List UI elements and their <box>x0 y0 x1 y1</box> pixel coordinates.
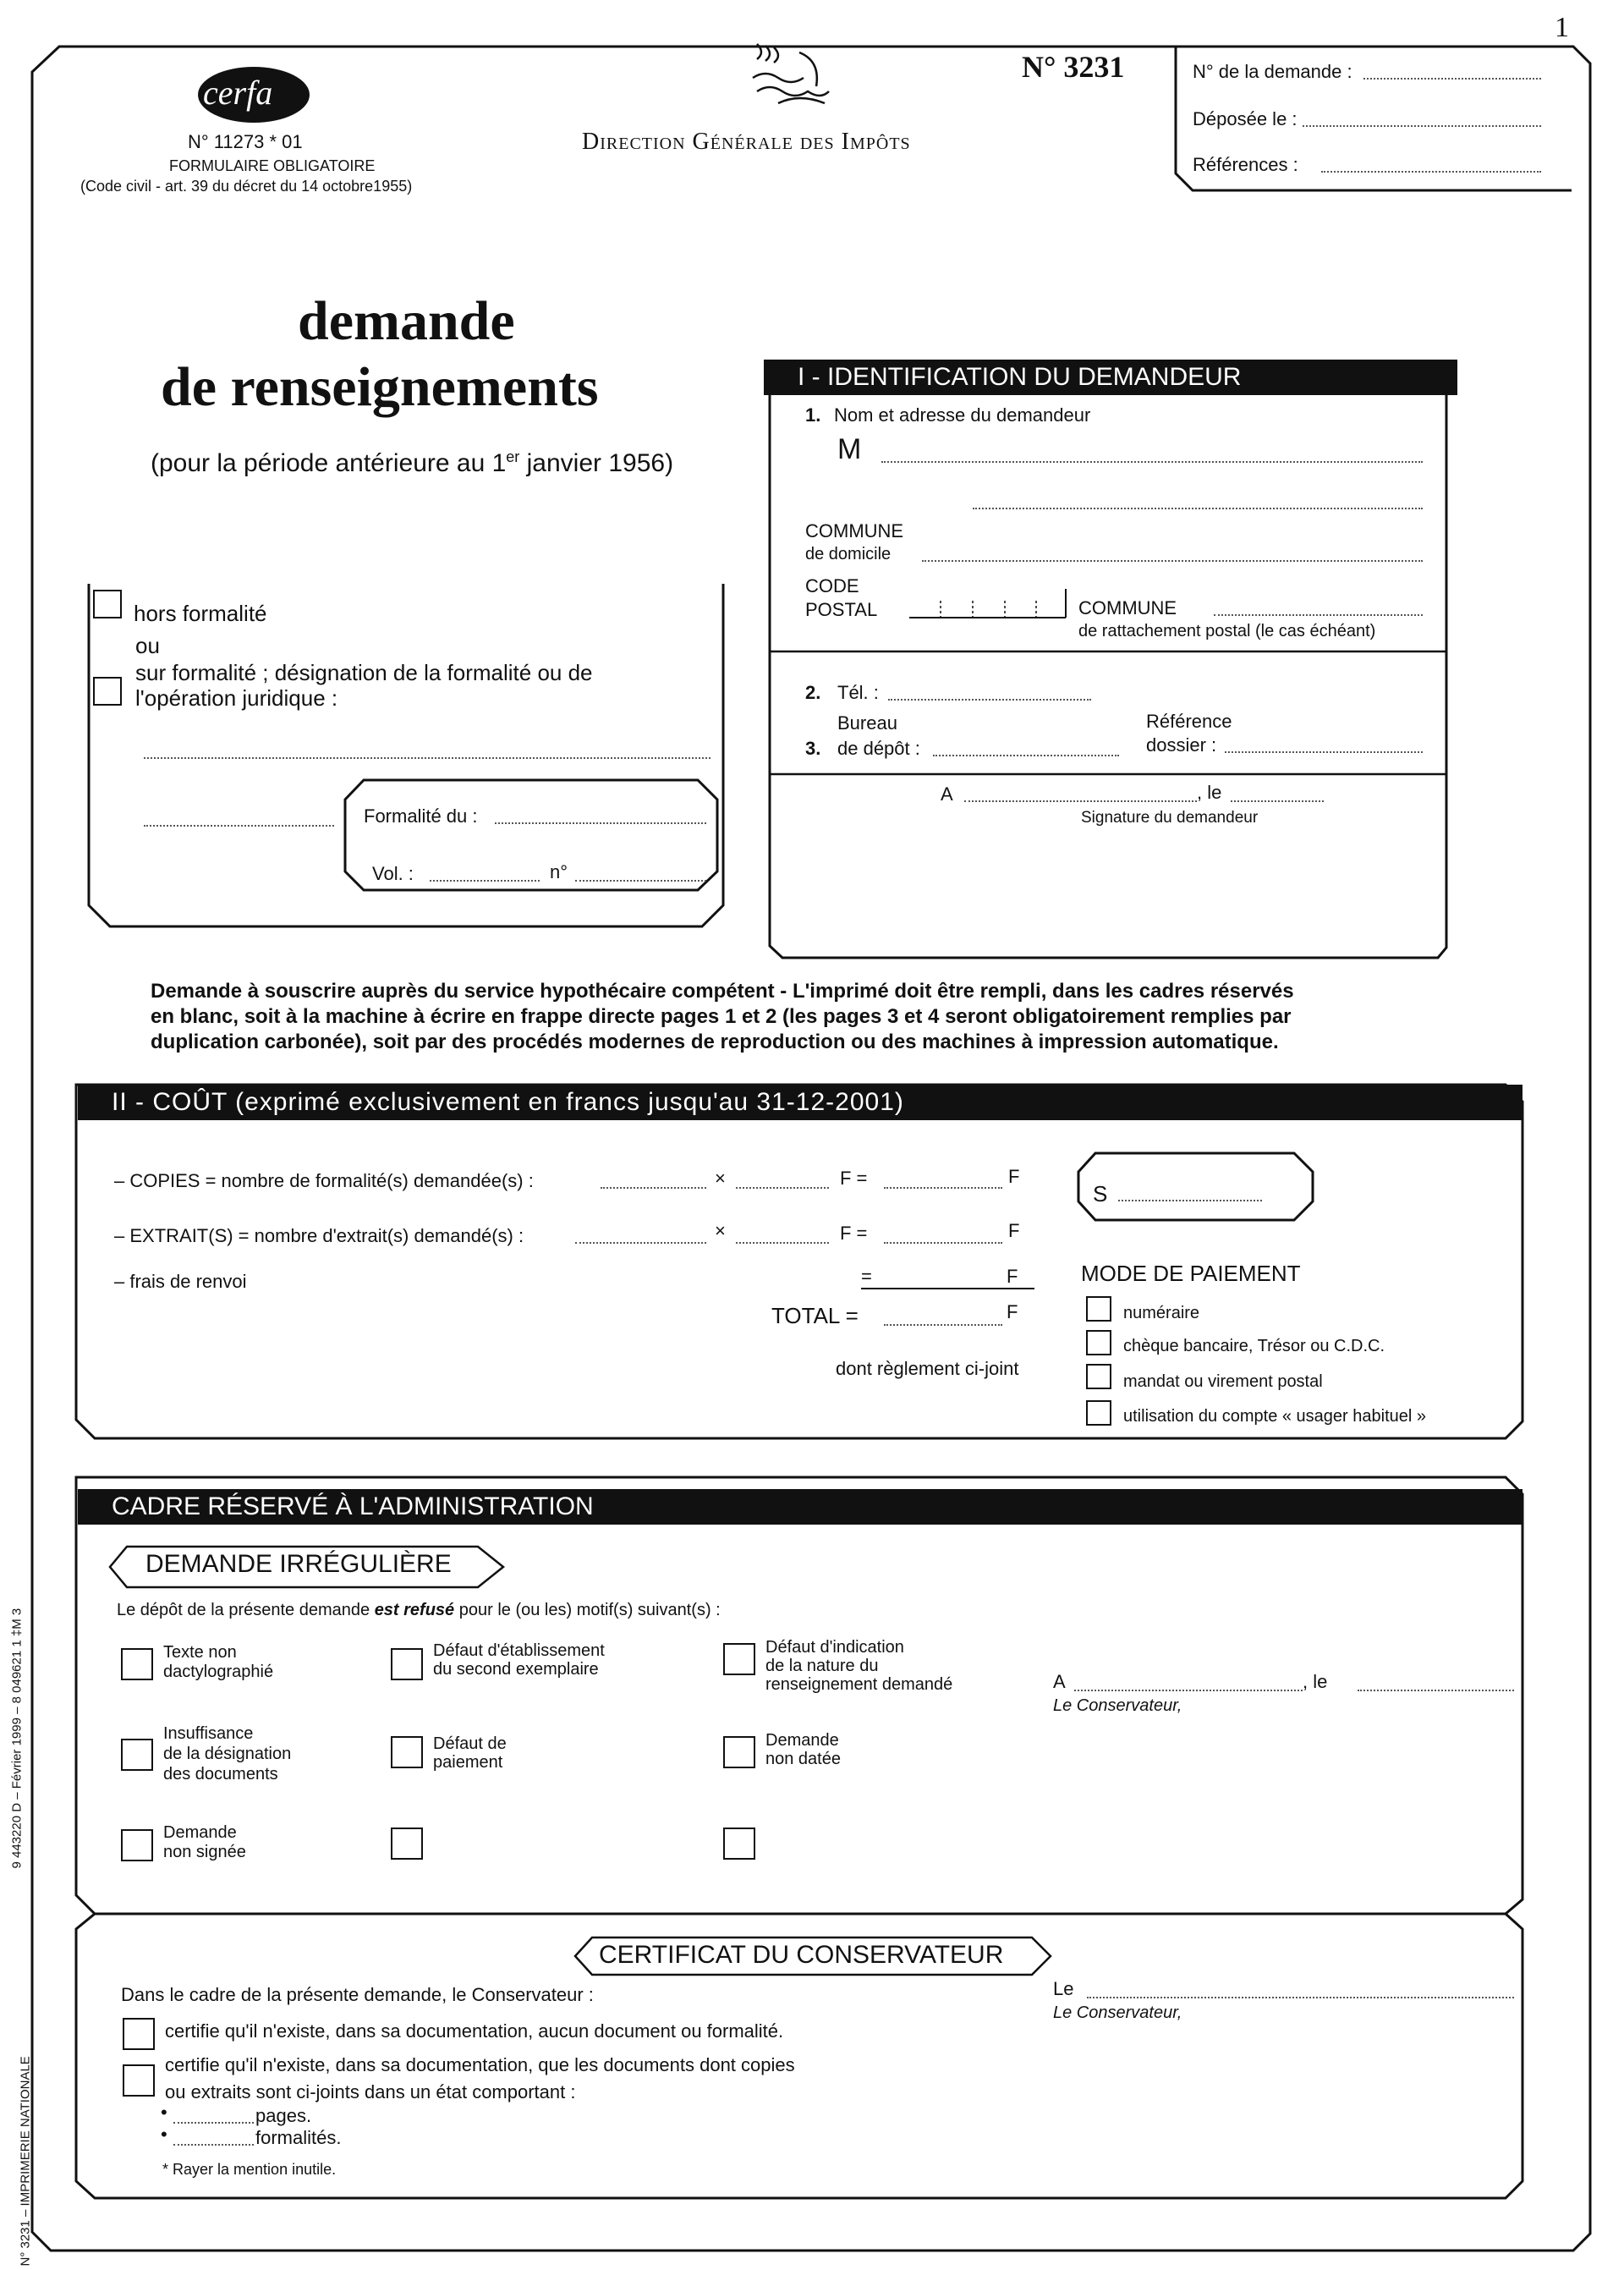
formalites-label: formalités. <box>255 2127 342 2148</box>
de-depot-label: de dépôt : <box>837 738 920 759</box>
cert-le-field[interactable] <box>1087 1997 1514 1998</box>
defaut-indication-checkbox[interactable] <box>723 1643 755 1675</box>
non-signee-l2: non signée <box>163 1843 246 1861</box>
cert1-checkbox[interactable] <box>123 2018 155 2050</box>
sur-formalite-line1: sur formalité ; désignation de la formalité ou de <box>135 660 593 685</box>
total-field[interactable] <box>884 1324 1002 1326</box>
defaut-etab-l2: du second exemplaire <box>433 1660 599 1679</box>
frais-amount-field[interactable] <box>861 1288 1034 1289</box>
s-label: S <box>1093 1181 1108 1206</box>
compte-label: utilisation du compte « usager habituel » <box>1123 1407 1427 1426</box>
references-label: Références : <box>1193 154 1298 175</box>
no-label: n° <box>550 861 568 882</box>
obligatoire-label: FORMULAIRE OBLIGATOIRE <box>169 157 376 174</box>
section2-header: II - COÛT (exprimé exclusivement en francs jusqu'au 31-12-2001) <box>78 1085 1522 1120</box>
insuf-l3: des documents <box>163 1765 278 1784</box>
notice-line3: duplication carbonée), soit par des procédés modernes de reproduction ou des machines à impression automatique. <box>151 1031 1279 1053</box>
sur-formalite-checkbox[interactable] <box>93 677 122 706</box>
commune-label: COMMUNE <box>805 520 904 541</box>
deposee-label: Déposée le : <box>1193 108 1298 129</box>
bullet-2: • <box>161 2124 167 2145</box>
le-label: , le <box>1197 782 1222 803</box>
admin-a-label: A <box>1053 1671 1066 1692</box>
reference-label: Référence <box>1146 711 1232 732</box>
mandat-checkbox[interactable] <box>1086 1364 1111 1389</box>
notice-line2: en blanc, soit à la machine à écrire en frappe directe pages 1 et 2 (les pages 3 et 4 seront obligatoirement remplies par <box>151 1005 1292 1028</box>
designation-line2[interactable] <box>144 825 334 827</box>
blank-checkbox-3[interactable] <box>723 1828 755 1860</box>
commune2-field[interactable] <box>1214 614 1423 616</box>
cert-intro: Dans le cadre de la présente demande, le Conservateur : <box>121 1984 594 2005</box>
defaut-ind-l3: renseignement demandé <box>765 1675 953 1694</box>
frais-f: F <box>1007 1266 1018 1287</box>
formalites-field[interactable] <box>173 2144 254 2146</box>
certificat-label: CERTIFICAT DU CONSERVATEUR <box>599 1941 1004 1969</box>
designation-line1[interactable] <box>144 757 710 759</box>
admin-conservateur-label: Le Conservateur, <box>1053 1696 1182 1715</box>
non-signee-checkbox[interactable] <box>121 1829 153 1861</box>
code-civil-label: (Code civil - art. 39 du décret du 14 octobre1955) <box>80 178 413 195</box>
nom-field-1[interactable] <box>881 461 1423 463</box>
depot-number: 3. <box>805 738 821 759</box>
defaut-ind-l1: Défaut d'indication <box>765 1638 904 1657</box>
references-field[interactable] <box>1321 171 1541 173</box>
numeraire-label: numéraire <box>1123 1304 1200 1322</box>
signature-label: Signature du demandeur <box>1081 809 1259 827</box>
tel-number: 2. <box>805 682 821 703</box>
postal-label: POSTAL <box>805 599 878 620</box>
m-label: M <box>837 433 862 465</box>
numeraire-checkbox[interactable] <box>1086 1296 1111 1322</box>
cert2-l2: ou extraits sont ci-joints dans un état comportant : <box>165 2081 576 2102</box>
a-label: A <box>941 783 953 805</box>
frais-eq: = <box>861 1266 872 1287</box>
le-field[interactable] <box>1231 800 1324 802</box>
non-datee-checkbox[interactable] <box>723 1736 755 1768</box>
domicile-label: de domicile <box>805 545 892 563</box>
nom-field-2[interactable] <box>973 508 1423 509</box>
copies-label: – COPIES = nombre de formalité(s) demandée(s) : <box>114 1170 534 1191</box>
ou-label: ou <box>135 633 160 658</box>
texte-l1: Texte non <box>163 1643 237 1662</box>
s-field[interactable] <box>1118 1200 1262 1201</box>
non-datee-l1: Demande <box>765 1731 839 1750</box>
defaut-pai-l2: paiement <box>433 1753 503 1772</box>
extraits-amount-field[interactable] <box>884 1242 1002 1244</box>
texte-l2: dactylographié <box>163 1663 274 1681</box>
texte-non-dactylo-checkbox[interactable] <box>121 1648 153 1680</box>
bureau-field[interactable] <box>933 755 1119 756</box>
copies-f-eq: F = <box>840 1168 868 1189</box>
demande-no-label: N° de la demande : <box>1193 61 1352 82</box>
depot-refuse-text: Le dépôt de la présente demande est refusé pour le (ou les) motif(s) suivant(s) : <box>117 1601 721 1619</box>
commune2-label: COMMUNE <box>1078 597 1177 618</box>
deposee-field[interactable] <box>1303 125 1541 127</box>
formalite-du-field[interactable] <box>495 822 706 824</box>
bureau-label: Bureau <box>837 712 897 734</box>
postal-code-field[interactable] <box>905 584 1070 621</box>
cert2-l1: certifie qu'il n'existe, dans sa documentation, que les documents dont copies <box>165 2054 795 2075</box>
extraits-f-eq: F = <box>840 1223 868 1244</box>
copies-price-field[interactable] <box>736 1187 829 1189</box>
cert2-checkbox[interactable] <box>123 2064 155 2097</box>
extraits-label: – EXTRAIT(S) = nombre d'extrait(s) demandé(s) : <box>114 1225 524 1246</box>
rattachement-label: de rattachement postal (le cas échéant) <box>1078 622 1376 640</box>
copies-f: F <box>1008 1166 1020 1187</box>
total-label: TOTAL = <box>771 1303 859 1328</box>
section1-header: I - IDENTIFICATION DU DEMANDEUR <box>764 360 1457 395</box>
doc-number: N° 3231 <box>1022 50 1125 84</box>
code-label: CODE <box>805 575 859 596</box>
hors-formalite-label: hors formalité <box>134 601 267 626</box>
admin-le-field[interactable] <box>1358 1690 1514 1691</box>
title-line1: demande <box>298 290 515 352</box>
bullet-1: • <box>161 2102 167 2123</box>
mode-paiement-label: MODE DE PAIEMENT <box>1081 1261 1301 1286</box>
tel-field[interactable] <box>888 699 1091 701</box>
extraits-times: × <box>715 1220 726 1241</box>
extraits-f: F <box>1008 1220 1020 1241</box>
rayer-note: * Rayer la mention inutile. <box>162 2161 337 2178</box>
cerfa-logo: cerfa <box>203 74 273 112</box>
vol-field[interactable] <box>430 880 540 882</box>
admin-le-label: , le <box>1303 1671 1328 1692</box>
pages-label: pages. <box>255 2105 312 2126</box>
hors-formalite-checkbox[interactable] <box>93 590 122 618</box>
copies-amount-field[interactable] <box>884 1187 1002 1189</box>
admin-a-field[interactable] <box>1074 1690 1303 1691</box>
non-signee-l1: Demande <box>163 1823 237 1842</box>
title-line2: de renseignements <box>161 356 599 418</box>
nom-number: 1. <box>805 404 821 426</box>
cert1-label: certifie qu'il n'existe, dans sa documentation, aucun document ou formalité. <box>165 2020 784 2042</box>
defaut-paiement-checkbox[interactable] <box>391 1736 423 1768</box>
cheque-label: chèque bancaire, Trésor ou C.D.C. <box>1123 1337 1385 1355</box>
direction-label: Direction Générale des Impôts <box>582 129 911 155</box>
defaut-ind-l2: de la nature du <box>765 1657 879 1675</box>
commune-field[interactable] <box>922 560 1423 562</box>
copies-field[interactable] <box>601 1187 706 1189</box>
tel-label: Tél. : <box>837 682 879 703</box>
dont-label: dont règlement ci-joint <box>836 1358 1019 1379</box>
nom-label: Nom et adresse du demandeur <box>834 404 1091 426</box>
mandat-label: mandat ou virement postal <box>1123 1372 1323 1391</box>
copies-times: × <box>715 1168 726 1189</box>
frais-label: – frais de renvoi <box>114 1271 247 1292</box>
subtitle: (pour la période antérieure au 1er janvier 1956) <box>151 448 674 477</box>
extraits-field[interactable] <box>575 1242 706 1244</box>
non-datee-l2: non datée <box>765 1750 841 1768</box>
side-imprimerie: N° 3231 – IMPRIMERIE NATIONALE <box>18 2056 33 2267</box>
dossier-label: dossier : <box>1146 734 1217 756</box>
total-f: F <box>1007 1301 1018 1322</box>
defaut-pai-l1: Défaut de <box>433 1734 507 1753</box>
section3-header: CADRE RÉSERVÉ À L'ADMINISTRATION <box>78 1489 1522 1525</box>
no-field[interactable] <box>575 880 706 882</box>
dgi-emblem-icon <box>753 44 829 103</box>
defaut-etablissement-checkbox[interactable] <box>391 1648 423 1680</box>
pages-field[interactable] <box>173 2122 254 2124</box>
form-number: N° 11273 * 01 <box>188 131 303 152</box>
notice-line1: Demande à souscrire auprès du service hypothécaire compétent - L'imprimé doit être rempli, dans les cadres réservés <box>151 980 1294 1003</box>
page-number: 1 <box>1555 12 1569 43</box>
defaut-etab-l1: Défaut d'établissement <box>433 1641 605 1660</box>
demande-irreguliere-label: DEMANDE IRRÉGULIÈRE <box>145 1550 452 1578</box>
formalite-du-label: Formalité du : <box>364 805 478 827</box>
cheque-checkbox[interactable] <box>1086 1330 1111 1355</box>
extraits-price-field[interactable] <box>736 1242 829 1244</box>
vol-label: Vol. : <box>372 863 414 884</box>
insuffisance-checkbox[interactable] <box>121 1739 153 1771</box>
blank-checkbox-2[interactable] <box>391 1828 423 1860</box>
sur-formalite-line2: l'opération juridique : <box>135 685 338 711</box>
side-print-code: 9 443220 D – Février 1999 – 8 049621 1 ‡M 3 <box>9 1608 25 1869</box>
dossier-field[interactable] <box>1225 751 1423 753</box>
compte-checkbox[interactable] <box>1086 1400 1111 1426</box>
cert-conservateur-label: Le Conservateur, <box>1053 2003 1182 2022</box>
cert-le-label: Le <box>1053 1978 1074 1999</box>
demande-no-field[interactable] <box>1363 78 1541 80</box>
insuf-l1: Insuffisance <box>163 1724 254 1743</box>
a-field[interactable] <box>964 800 1197 802</box>
insuf-l2: de la désignation <box>163 1745 292 1763</box>
